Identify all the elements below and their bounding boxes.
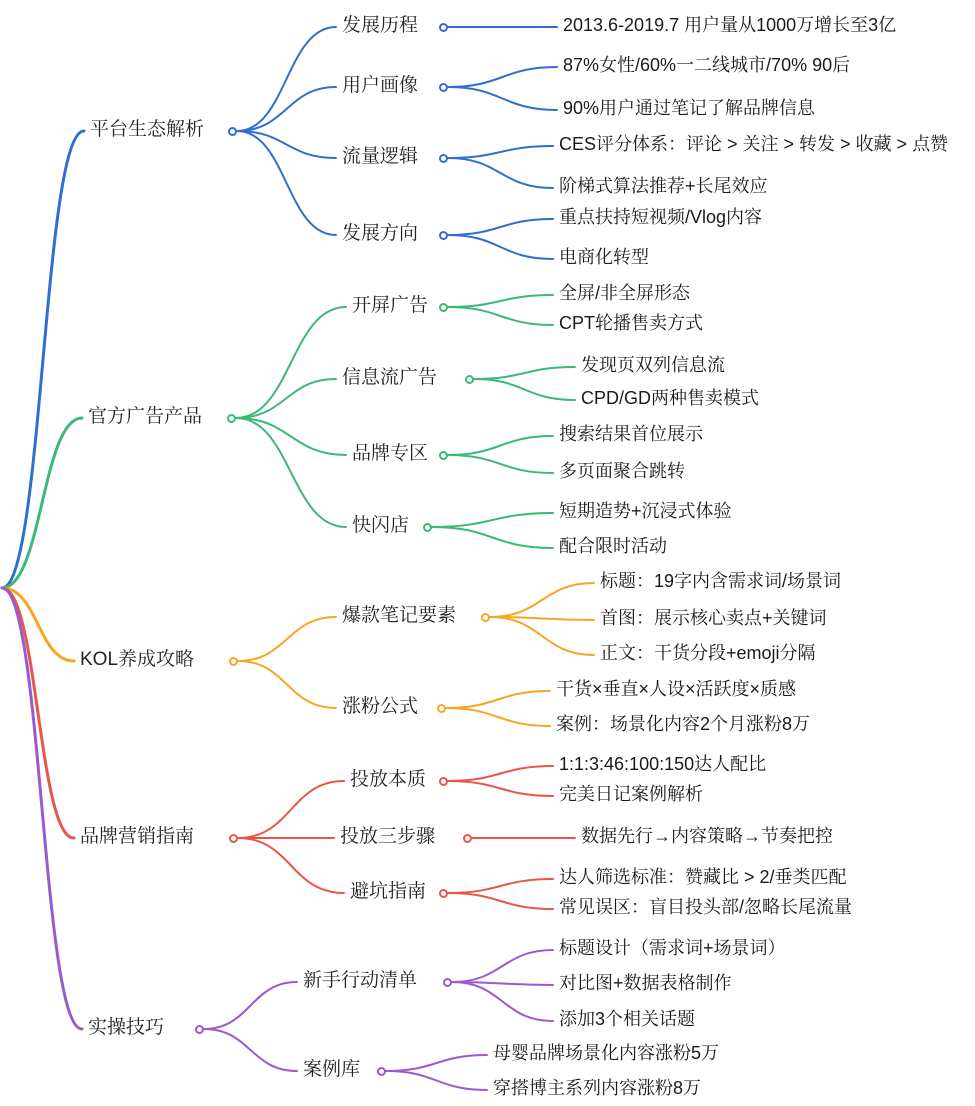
mindmap-subtopic-5-2[interactable]: 案例库 xyxy=(303,1059,361,1080)
mindmap-leaf-3-2-2[interactable]: 案例：场景化内容2个月涨粉8万 xyxy=(556,714,811,734)
mindmap-leaf-4-2-1[interactable]: 数据先行→内容策略→节奏把控 xyxy=(581,826,833,846)
mindmap-subtopic-3-1[interactable]: 爆款笔记要素 xyxy=(342,605,457,626)
subtopic-dot-2-4[interactable] xyxy=(423,523,432,532)
mindmap-leaf-1-2-1[interactable]: 87%女性/60%一二线城市/70% 90后 xyxy=(563,55,851,75)
subtopic-dot-5-1[interactable] xyxy=(443,978,452,987)
mindmap-subtopic-4-3[interactable]: 避坑指南 xyxy=(350,881,427,902)
mindmap-leaf-4-1-1[interactable]: 1:1:3:46:100:150达人配比 xyxy=(559,754,767,774)
mindmap-leaf-5-1-3[interactable]: 添加3个相关话题 xyxy=(559,1009,696,1029)
mindmap-subtopic-2-1[interactable]: 开屏广告 xyxy=(352,295,429,316)
branch-dot-2[interactable] xyxy=(227,414,236,423)
mindmap-leaf-2-4-2[interactable]: 配合限时活动 xyxy=(559,536,667,556)
mindmap-subtopic-3-2[interactable]: 涨粉公式 xyxy=(342,696,419,717)
subtopic-dot-1-2[interactable] xyxy=(439,83,448,92)
mindmap-leaf-1-4-2[interactable]: 电商化转型 xyxy=(559,247,649,267)
branch-dot-5[interactable] xyxy=(195,1025,204,1034)
mindmap-subtopic-1-2[interactable]: 用户画像 xyxy=(342,75,419,96)
subtopic-dot-1-4[interactable] xyxy=(439,231,448,240)
mindmap-leaf-3-1-2[interactable]: 首图：展示核心卖点+关键词 xyxy=(600,608,827,628)
mindmap-leaf-1-1-1[interactable]: 2013.6-2019.7 用户量从1000万增长至3亿 xyxy=(563,15,897,35)
mindmap-branch-3[interactable]: KOL养成攻略 xyxy=(80,649,195,670)
mindmap-leaf-4-3-1[interactable]: 达人筛选标准：赞藏比 > 2/垂类匹配 xyxy=(559,867,847,887)
subtopic-dot-1-3[interactable] xyxy=(439,154,448,163)
branch-dot-1[interactable] xyxy=(228,127,237,136)
mindmap-leaf-5-2-2[interactable]: 穿搭博主系列内容涨粉8万 xyxy=(493,1078,702,1098)
mindmap-leaf-1-3-1[interactable]: CES评分体系：评论 > 关注 > 转发 > 收藏 > 点赞 xyxy=(559,134,949,154)
mindmap-leaf-2-1-2[interactable]: CPT轮播售卖方式 xyxy=(559,313,703,333)
mindmap-leaf-2-3-1[interactable]: 搜索结果首位展示 xyxy=(559,424,703,444)
subtopic-dot-3-1[interactable] xyxy=(481,613,490,622)
subtopic-dot-2-3[interactable] xyxy=(439,451,448,460)
subtopic-dot-5-2[interactable] xyxy=(377,1067,386,1076)
mindmap-leaf-1-3-2[interactable]: 阶梯式算法推荐+长尾效应 xyxy=(559,176,768,196)
mindmap-subtopic-4-2[interactable]: 投放三步骤 xyxy=(340,826,436,847)
subtopic-dot-2-1[interactable] xyxy=(439,303,448,312)
mindmap-subtopic-1-3[interactable]: 流量逻辑 xyxy=(342,146,419,167)
mindmap-branch-5[interactable]: 实操技巧 xyxy=(88,1017,165,1038)
mindmap-subtopic-1-4[interactable]: 发展方向 xyxy=(342,223,419,244)
mindmap-leaf-2-1-1[interactable]: 全屏/非全屏形态 xyxy=(559,283,691,303)
mindmap-leaf-5-1-1[interactable]: 标题设计（需求词+场景词） xyxy=(559,938,786,958)
mindmap-subtopic-2-2[interactable]: 信息流广告 xyxy=(342,367,438,388)
mindmap-leaf-1-4-1[interactable]: 重点扶持短视频/Vlog内容 xyxy=(559,207,763,227)
mindmap-leaf-2-2-2[interactable]: CPD/GD两种售卖模式 xyxy=(581,388,760,408)
mindmap-branch-2[interactable]: 官方广告产品 xyxy=(88,406,203,427)
mindmap-leaf-3-2-1[interactable]: 干货×垂直×人设×活跃度×质感 xyxy=(556,679,797,699)
mindmap-subtopic-4-1[interactable]: 投放本质 xyxy=(350,769,427,790)
subtopic-dot-2-2[interactable] xyxy=(465,375,474,384)
mindmap-leaf-4-3-2[interactable]: 常见误区：盲目投头部/忽略长尾流量 xyxy=(559,897,852,917)
mindmap-leaf-2-4-1[interactable]: 短期造势+沉浸式体验 xyxy=(559,501,732,521)
mindmap-subtopic-1-1[interactable]: 发展历程 xyxy=(342,15,419,36)
subtopic-dot-3-2[interactable] xyxy=(437,704,446,713)
mindmap-leaf-3-1-1[interactable]: 标题：19字内含需求词/场景词 xyxy=(600,571,842,591)
mindmap-leaf-2-3-2[interactable]: 多页面聚合跳转 xyxy=(559,461,685,481)
branch-dot-4[interactable] xyxy=(229,834,238,843)
subtopic-dot-4-1[interactable] xyxy=(439,777,448,786)
mindmap-subtopic-2-3[interactable]: 品牌专区 xyxy=(352,443,429,464)
mindmap-leaf-5-1-2[interactable]: 对比图+数据表格制作 xyxy=(559,973,732,993)
mindmap-leaf-2-2-1[interactable]: 发现页双列信息流 xyxy=(581,355,725,375)
subtopic-dot-4-3[interactable] xyxy=(439,889,448,898)
mindmap-subtopic-5-1[interactable]: 新手行动清单 xyxy=(303,970,418,991)
mindmap-leaf-4-1-2[interactable]: 完美日记案例解析 xyxy=(559,784,703,804)
subtopic-dot-4-2[interactable] xyxy=(463,834,472,843)
mindmap-leaf-3-1-3[interactable]: 正文：干货分段+emoji分隔 xyxy=(600,643,816,663)
mindmap-subtopic-2-4[interactable]: 快闪店 xyxy=(352,515,410,536)
mindmap-branch-1[interactable]: 平台生态解析 xyxy=(90,119,205,140)
mindmap-leaf-1-2-2[interactable]: 90%用户通过笔记了解品牌信息 xyxy=(563,98,816,118)
subtopic-dot-1-1[interactable] xyxy=(439,23,448,32)
mindmap-branch-4[interactable]: 品牌营销指南 xyxy=(80,826,195,847)
branch-dot-3[interactable] xyxy=(229,657,238,666)
mindmap-leaf-5-2-1[interactable]: 母婴品牌场景化内容涨粉5万 xyxy=(493,1043,720,1063)
